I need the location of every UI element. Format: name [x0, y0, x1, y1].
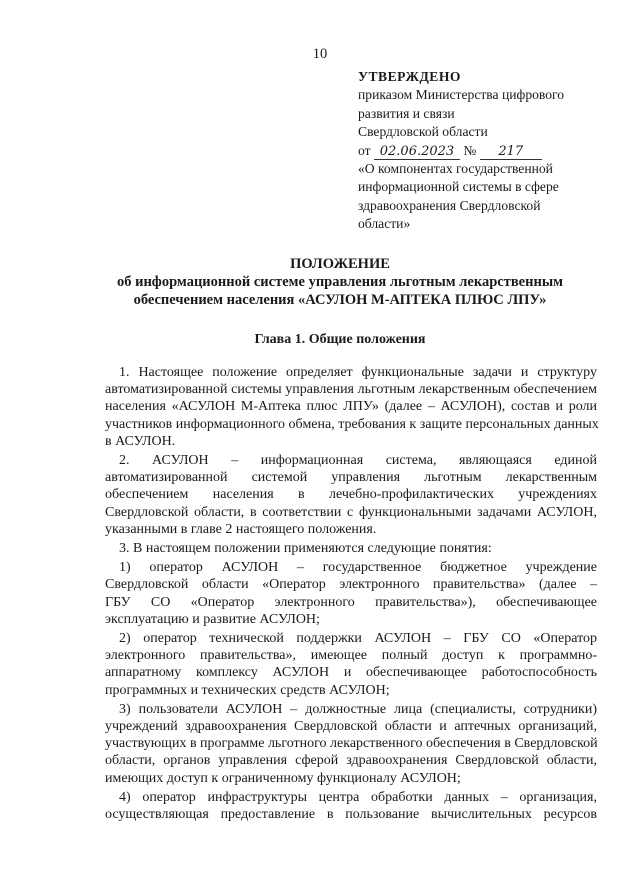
paragraph-line: электронного правительства», имеющее полный доступ к программно-: [105, 648, 597, 664]
paragraph-line: области, органов управления сферой здравоохранения Свердловской области,: [105, 753, 597, 769]
date-prefix: от: [358, 142, 371, 158]
approval-date-line: [358, 142, 598, 160]
paragraph-line: указанными в главе 2 настоящего положения.: [105, 521, 377, 537]
chapter-heading: [60, 331, 620, 349]
paragraph: [105, 559, 597, 628]
paragraph-line: автоматизированной системы управления льготным лекарственным обеспечением: [105, 382, 597, 398]
paragraph: [105, 630, 597, 699]
paragraph-line: Свердловской области «Оператор электронного правительства» (далее –: [105, 577, 597, 593]
paragraph-line: участвующих в программе льготного лекарственного обеспечения в Свердловской: [105, 736, 598, 752]
paragraph: [105, 701, 597, 787]
paragraph-line: 1) оператор АСУЛОН – государственное бюджетное учреждение: [119, 560, 597, 576]
paragraph-line: эксплуатацию и развитие АСУЛОН;: [105, 611, 320, 627]
paragraph-line: населения «АСУЛОН М-Аптека плюс ЛПУ» (далее – АСУЛОН), состав и роли: [105, 399, 597, 415]
approval-block: [358, 68, 598, 234]
paragraph-line: осуществляющая предоставление в пользование вычислительных ресурсов: [105, 807, 597, 823]
approval-subject-line: информационной системы в сфере: [358, 179, 559, 195]
paragraph: [105, 540, 597, 557]
approval-subject-line: области»: [358, 216, 411, 232]
document-title: ПОЛОЖЕНИЕ: [290, 256, 390, 272]
paragraph: [105, 789, 597, 823]
approval-subject-line: «О компонентах государственной: [358, 161, 553, 177]
document-subtitle-line: обеспечением населения «АСУЛОН М-АПТЕКА ПЛЮС ЛПУ»: [133, 292, 547, 308]
paragraph: [105, 452, 597, 538]
paragraph-line: 2. АСУЛОН – информационная система, являющаяся единой: [119, 453, 597, 469]
paragraph-line: автоматизированной системой управления льготным лекарственным: [105, 470, 597, 486]
paragraph-line: 4) оператор инфраструктуры центра обработки данных – организация,: [119, 789, 597, 805]
approval-line: приказом Министерства цифрового: [358, 87, 565, 103]
paragraph-line: аппаратному комплексу АСУЛОН и обеспечивающее работоспособность: [105, 665, 597, 681]
paragraph-line: участников информационного обмена, требования к защите персональных данных: [105, 416, 599, 432]
handwritten-date: 02.06.2023: [374, 145, 460, 160]
chapter-title: Глава 1. Общие положения: [254, 332, 426, 347]
paragraph-line: 3) пользователи АСУЛОН – должностные лица (специалисты, сотрудники): [119, 701, 597, 717]
number-prefix: №: [463, 142, 477, 158]
paragraph-line: 1. Настоящее положение определяет функциональные задачи и структуру: [119, 365, 597, 380]
document-body: [105, 364, 597, 825]
paragraph-line: ГБУ СО «Оператор электронного правительства»), обеспечивающее: [105, 594, 597, 610]
page-number: 10: [312, 46, 328, 62]
paragraph-line: учреждений здравоохранения Свердловской области и аптечных организаций,: [105, 719, 597, 735]
approval-line: развития и связи: [358, 105, 455, 121]
paragraph: [105, 364, 597, 450]
paragraph-line: в АСУЛОН.: [105, 433, 176, 449]
handwritten-number: 217: [480, 145, 542, 160]
document-heading: [60, 255, 620, 309]
paragraph-line: 2) оператор технической поддержки АСУЛОН – ГБУ СО «Оператор: [119, 631, 597, 647]
paragraph-line: программных и технических средств АСУЛОН;: [105, 682, 390, 698]
paragraph-line: имеющих доступ к ограниченному функционалу АСУЛОН;: [105, 770, 461, 786]
approval-subject-line: здравоохранения Свердловской: [358, 197, 541, 213]
paragraph-line: Свердловской области, в соответствии с функциональными задачами АСУЛОН,: [105, 504, 597, 520]
document-subtitle-line: об информационной системе управления льготным лекарственным: [116, 274, 564, 290]
paragraph-line: 3. В настоящем положении применяются следующие понятия:: [119, 541, 492, 557]
approval-title: УТВЕРЖДЕНО: [358, 69, 462, 84]
approval-line: Свердловской области: [358, 124, 488, 140]
paragraph-line: обеспечением населения в лечебно-профилактических учреждениях: [105, 487, 597, 503]
